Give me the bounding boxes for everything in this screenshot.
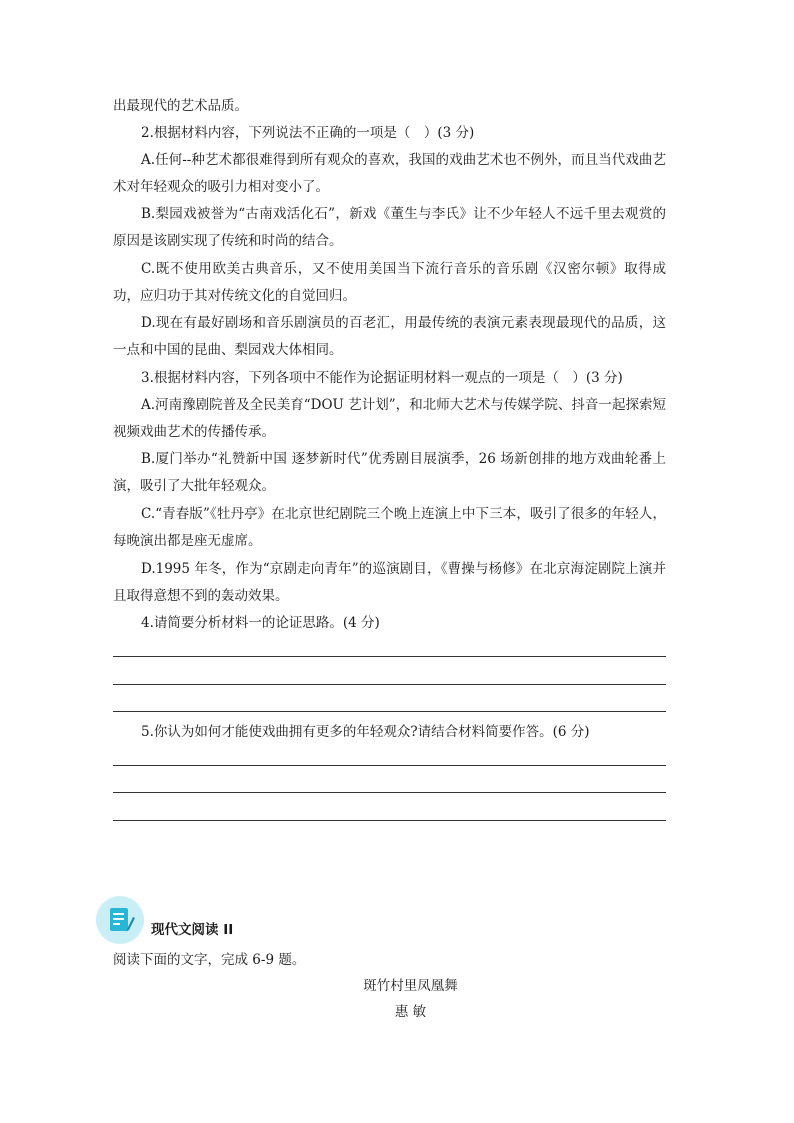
question-2-option-a: A.任何--种艺术都很难得到所有观众的喜欢，我国的戏曲艺术也不例外，而且当代戏曲艺术对年轻观众的吸引力相对变小了。 <box>113 152 666 195</box>
question-3-option-b: B.厦门举办“礼赞新中国 逐梦新时代”优秀剧目展演季，26 场新创排的地方戏曲轮番上演，吸引了大批年轻观众。 <box>113 451 666 494</box>
question-2-option-d: D.现在有最好剧场和音乐剧演员的百老汇，用最传统的表演元素表现最现代的品质，这一点和中国的昆曲、梨园戏大体相同。 <box>113 315 666 358</box>
answer-line[interactable] <box>113 792 666 793</box>
paragraph-continuation: 出最现代的艺术品质。 <box>113 98 248 114</box>
section-header <box>96 896 396 946</box>
question-4: 4.请简要分析材料一的论证思路。(4 分) <box>141 615 380 631</box>
article-title: 斑竹村里凤凰舞 <box>363 978 458 994</box>
answer-line[interactable] <box>113 765 666 766</box>
question-3-option-d: D.1995 年冬，作为“京剧走向青年”的巡演剧目，《曹操与杨修》在北京海淀剧院上演并且取得意想不到的轰动效果。 <box>113 561 666 604</box>
answer-line[interactable] <box>113 711 666 712</box>
answer-line[interactable] <box>113 656 666 657</box>
article-author: 惠 敏 <box>394 1004 427 1020</box>
reading-instruction: 阅读下面的文字，完成 6-9 题。 <box>113 952 306 968</box>
question-3-option-c: C.“青春版”《牡丹亭》在北京世纪剧院三个晚上连演上中下三本，吸引了很多的年轻人，每晚演出都是座无虚席。 <box>113 506 666 549</box>
question-2-option-c: C.既不使用欧美古典音乐，又不使用美国当下流行音乐的音乐剧《汉密尔顿》取得成功，应归功于其对传统文化的自觉回归。 <box>113 261 666 304</box>
question-5: 5.你认为如何才能使戏曲拥有更多的年轻观众?请结合材料简要作答。(6 分) <box>141 724 590 740</box>
question-3-option-a: A.河南豫剧院普及全民美育“DOU 艺计划”，和北师大艺术与传媒学院、抖音一起探索短视频戏曲艺术的传播传承。 <box>113 397 666 440</box>
question-3: 3.根据材料内容，下列各项中不能作为论据证明材料一观点的一项是（ ）(3 分) <box>141 370 623 386</box>
section-title: 现代文阅读 II <box>151 922 234 938</box>
question-2: 2.根据材料内容，下列说法不正确的一项是（ ）(3 分) <box>141 125 475 141</box>
notebook-pen-icon <box>96 896 144 944</box>
answer-line[interactable] <box>113 820 666 821</box>
question-2-option-b: B.梨园戏被誉为“古南戏活化石”，新戏《董生与李氏》让不少年轻人不远千里去观赏的原因是该剧实现了传统和时尚的结合。 <box>113 206 666 249</box>
answer-line[interactable] <box>113 684 666 685</box>
